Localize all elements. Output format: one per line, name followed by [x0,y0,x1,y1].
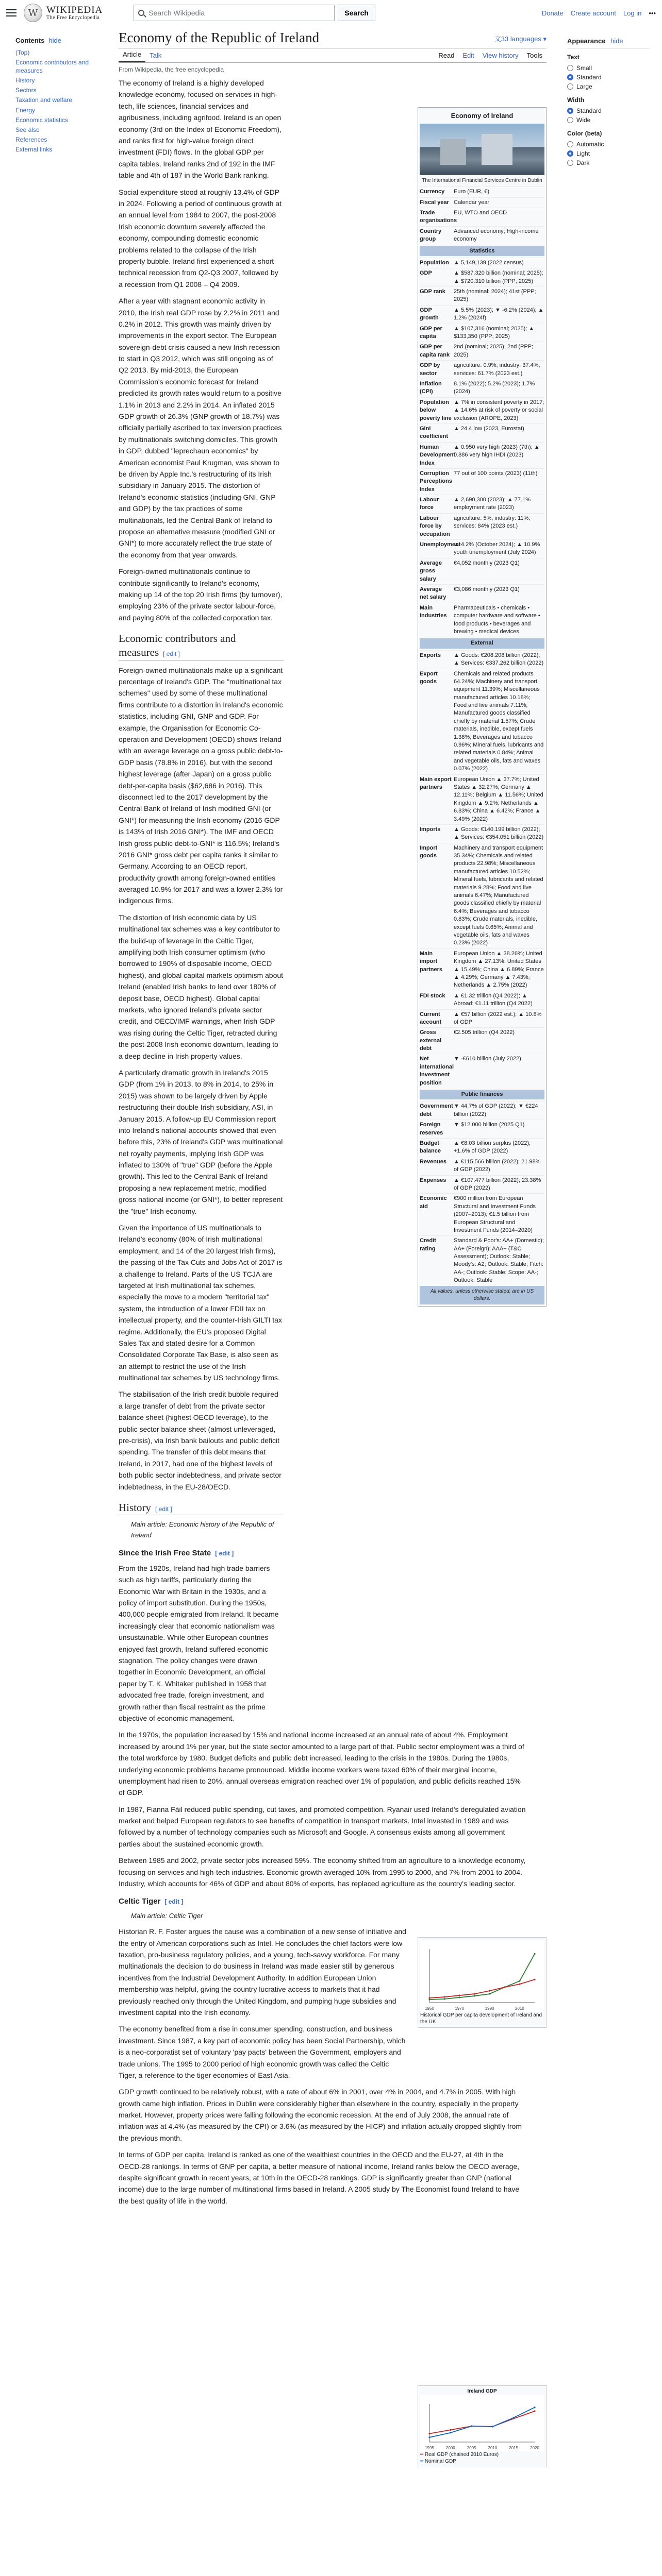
radio-icon [567,141,573,147]
infobox-row [420,558,544,584]
x-tick-label: 2010 [515,2006,524,2011]
search-icon [138,10,144,16]
section-paragraph: GDP growth continued to be relatively robust, with a rate of about 6% in 2001, over 4% in 2004, and 4.7% in 2005. With high growth came high inflation. Prices in Dublin were considerably higher than elsewhere in the country, especially in the property market. However, property prices were falling following the economic recession. At the end of July 2008, the annual rate of inflation was at 4.4% (as measured by the CPI) or 3.6% (as measured by the HICP) and inflation actually dropped slightly from the previous month. [119,2088,522,2142]
tab-read[interactable]: Read [438,52,455,60]
toc-hide-button[interactable]: hide [48,37,61,44]
data-point [428,2433,430,2434]
infobox-value: ▲ €107.477 billion (2022); 23.38% of GDP (2022) [454,1177,541,1191]
search-button[interactable]: Search [338,5,375,21]
infobox-row [420,1235,544,1285]
section-heading-history: History [ edit ] [119,1501,284,1515]
data-point [513,2417,515,2418]
edit-section-link[interactable]: [ edit ] [163,650,180,658]
infobox-label: Average gross salary [420,560,442,582]
infobox-value: €900 million from European Structural and Investment Funds (2007–2013); €1.5 billion from European Structural and Investment Funds (2014–2020) [454,1195,536,1233]
infobox-title: Economy of Ireland [451,112,514,120]
thumbnail-caption: Historical GDP per capita development of Ireland and the UK [420,2012,542,2025]
infobox-label: Expenses [420,1177,446,1183]
infobox-label: Gini coefficient [420,425,449,440]
page-title: Economy of the Republic of Ireland 文33 languages ▾ [119,29,547,48]
infobox-row [420,268,544,286]
infobox-value: agriculture: 5%; industry: 11%; services: 84% (2023 est.) [454,515,531,530]
ireland-gdp-thumbnail[interactable] [418,2385,547,2467]
appearance-hide-button[interactable]: hide [610,37,623,45]
infobox-row [420,397,544,423]
infobox-row [420,305,544,324]
infobox-label: Net international investment position [420,1056,454,1086]
tab-edit[interactable]: Edit [462,52,474,60]
infobox-value: ▲ 4.2% (October 2024); ▲ 10.9% youth unemployment (July 2024) [454,541,540,556]
data-point [450,2429,451,2431]
infobox-row [420,774,544,824]
section-paragraph: In 1987, Fianna Fáil reduced public spending, cut taxes, and promoted competition. Ryanair used Ireland's deregulated aviation market and helped European regulators to see benefits of competition in transport markets. Intel invested in 1989 and was followed by a number of technology companies such as Microsoft and Google. A consensus exists among all government parties about the sustained economic growth. [119,1805,526,1848]
infobox-value: ▲ 7% in consistent poverty in 2017; ▲ 14.6% at risk of poverty or social exclusion (AROPE, 2023) [454,399,544,421]
x-tick-label: 1950 [425,2006,434,2011]
data-point [489,1990,490,1992]
section-paragraph: In terms of GDP per capita, Ireland is ranked as one of the wealthiest countries in the OECD and the EU-27, at 4th in the OECD-28 rankings. In terms of GNP per capita, a better measure of national income, Ireland ranks below the OECD average, despite significant growth in recent years, at 10th in the OECD-28 rankings. GDP is significantly greater than GNP (national income) due to the large number of multinational firms based in Ireland. A 2005 study by The Economist found Ireland to have the best quality of life in the world. [119,2150,520,2205]
toc-item[interactable]: Taxation and welfare [15,96,73,104]
data-point [519,1980,520,1982]
top-bar [0,0,662,26]
series-line [429,2411,535,2434]
infobox-label: Gross external debt [420,1029,442,1052]
x-tick-label: 2020 [530,2446,539,2450]
infobox-label: Currency [420,189,445,195]
radio-icon [567,117,573,123]
create-account-link[interactable]: Create account [570,9,616,17]
infobox-label: Imports [420,826,441,833]
x-tick-label: 1995 [425,2446,434,2450]
infobox-value: ▲ €57 billion (2022 est.); ▲ 10.8% of GDP [454,1011,542,1025]
appearance-title: Appearance hide [567,36,650,48]
radio-selected-icon [567,150,573,157]
toc-item[interactable]: History [15,77,35,84]
search-input[interactable] [134,5,335,21]
x-tick-label: 2010 [488,2446,498,2450]
infobox-row [420,1009,544,1028]
intro-paragraph: Foreign-owned multinationals continue to contribute significantly to Ireland's economy, making up 14 of the top 20 Irish firms (by turnover), employing 23% of the private sector labour-force, and paying 80% of the collected corporation tax. [119,567,283,622]
toc-item[interactable]: Economic contributors and measures [15,58,89,74]
page-tabs [119,48,547,63]
infobox-label: Revenues [420,1158,446,1165]
infobox-value: Chemicals and related products 64.24%; Machinery and transport equipment 11.39%; Miscellaneous manufactured articles 10.18%; Food and live animals 7.11%; Manufactured goods classified chiefly by material 1.57%; Crude materials, inedible, except fuels 1.38%; Beverages and tobacco 0.96%; Mineral fuels, lubricants and related materials 0.84%; Animal and vegetable oils, fats and waxes 0.07% (2022) [454,670,544,772]
infobox [418,107,547,1307]
infobox-section-heading: Public finances [420,1090,544,1099]
infobox-label: Credit rating [420,1238,436,1252]
x-tick-label: 1970 [455,2006,465,2011]
infobox-value: ▲ €1.32 trillion (Q4 2022); ▲ Abroad: €1.11 trillion (Q4 2022) [454,992,533,1007]
data-point [459,1994,460,1996]
infobox-row [420,1193,544,1235]
infobox-row [420,513,544,539]
toc-item[interactable]: Economic statistics [15,116,69,124]
infobox-label: Foreign reserves [420,1122,443,1136]
infobox-label: Government debt [420,1103,453,1117]
infobox-value: ▲ €8.03 billion surplus (2022); +1.6% of GDP (2022) [454,1140,531,1155]
infobox-value: ▲ 24.4 low (2023, Eurostat) [454,425,524,432]
data-point [519,1984,520,1985]
infobox-label: Main export partners [420,776,452,790]
infobox-value: ▲ $587.320 billion (nominal; 2025); ▲ $720.310 billion (PPP; 2025) [454,270,543,284]
infobox-value: European Union ▲ 38.26%; United Kingdom ▲ 27.13%; United States ▲ 15.49%; China ▲ 6.89%; France ▲ 4.29%; Germany ▲ 7.43%; Netherlands ▲ 2.75% (2022) [454,950,544,989]
infobox-value: 77 out of 100 points (2023) (11th) [454,470,538,477]
text-size-small[interactable]: Small [567,63,650,73]
main-article-note[interactable]: Main article: Economic history of the Republic of Ireland [131,1520,274,1539]
infobox-row [420,650,544,669]
infobox-row [420,360,544,379]
infobox-value: 2nd (nominal; 2025); 2nd (PPP; 2025) [454,344,534,358]
infobox-label: Unemployment [420,541,461,548]
width-label: Width [567,96,585,104]
infobox-label: GDP per capita [420,325,442,340]
data-point [444,1998,445,1999]
infobox-label: Corruption Perceptions Index [420,470,452,493]
color-label: Color (beta) [567,129,602,137]
infobox-value: 25th (nominal; 2024); 41st (PPP; 2025) [454,289,536,303]
x-tick-label: 2015 [509,2446,519,2450]
infobox-label: GDP rank [420,289,445,295]
infobox-label: Import goods [420,844,438,859]
data-point [428,1998,430,2000]
infobox-row [420,226,544,245]
text-size-standard[interactable]: Standard [567,73,650,82]
infobox-row [420,423,544,442]
infobox-row [420,584,544,603]
infobox-label: GDP per capita rank [420,344,450,358]
gdp-per-capita-thumbnail[interactable] [418,1937,547,2028]
infobox-label: Human Development Index [420,444,456,466]
radio-selected-icon [567,108,573,114]
infobox-label: Labour force by occupation [420,515,450,537]
data-point [474,1993,475,1994]
section-paragraph: A particularly dramatic growth in Ireland's 2015 GDP (from 1% in 2013, to 8% in 2014, to 25% in 2015) was shown to be largely driven by Apple restructuring their double Irish subsidiary, ASI, in January 2015. A follow-up EU Commission report into Ireland's national accounts showed that even before this, 23% of Ireland's GDP was multinational net royalty payments, implying Irish GDP was inflated to 130% of "true" GDP (before the Apple growth). This led to the Central Bank of Ireland proposing a new replacement metric, modified gross national income (or GNI*), to better represent the "true" Irish economy. [119,1068,283,1215]
edit-section-link[interactable]: [ edit ] [155,1505,172,1513]
infobox-row [420,539,544,558]
infobox-label: GDP [420,270,432,277]
infobox-row [420,991,544,1009]
infobox-label: Export goods [420,670,438,685]
main-article-note[interactable]: Main article: Celtic Tiger [131,1912,203,1920]
chart-axes [429,2404,535,2442]
infobox-label: Exports [420,652,441,658]
width-standard[interactable]: Standard [567,106,650,115]
toc-item[interactable]: See also [15,126,40,134]
section-paragraph: Given the importance of US multinationals to Ireland's economy (80% of Irish multinational employment, and 14 of the 20 largest Irish firms), the passing of the Tax Cuts and Jobs Act of 2017 is a challenge to Ireland. Parts of the US TCJA are targeted at Irish multinational tax schemes, especially the move to a modern "territorial tax" system, the introduction of a lower FDII tax on intellectual property, and the counter-Irish GILTI tax regime. Additionally, the EU's proposed Digital Sales Tax and stated desire for a Common Consolidated Corporate Tax Base, is also seen as an attempt to restrict the use of the Irish multinational tax schemes by US technology firms. [119,1224,283,1382]
color-dark[interactable]: Dark [567,158,650,167]
data-point [534,2406,535,2408]
data-point [450,2432,451,2433]
tab-talk[interactable]: Talk [150,52,162,60]
language-button[interactable]: 文33 languages ▾ [494,35,547,43]
infobox-label: Population [420,259,449,266]
data-point [534,2410,535,2412]
infobox-value: €4,052 monthly (2023 Q1) [454,560,520,566]
infobox-label: Trade organisations [420,209,457,224]
infobox-row [420,824,544,843]
infobox-label: Budget balance [420,1140,441,1155]
appearance-panel [567,36,650,167]
data-point [534,1953,535,1955]
infobox-label: Economic aid [420,1195,447,1210]
toc-item[interactable]: (Top) [15,48,30,56]
infobox-row [420,442,544,468]
tools-menu[interactable]: Tools [526,52,542,60]
edit-section-link[interactable]: [ edit ] [164,1898,184,1906]
intro-paragraph: After a year with stagnant economic activity in 2010, the Irish real GDP rose by 2.2% in 2011 and 0.2% in 2012. This growth was mainly driven by improvements in the export sector. The European sovereign-debt crisis caused a new Irish recession to start in Q3 2012, which was still ongoing as of Q2 2013. By mid-2013, the European Commission's economic forecast for Ireland predicted its growth rates would return to a positive 1.1% in 2013 and 2.2% in 2014. An inflated 2015 GDP growth of 26.3% (GNP growth of 18.7%) was officially partially ascribed to tax inversion practices by multinationals switching domiciles. This growth in GDP, dubbed "leprechaun economics" by American economist Paul Krugman, was shown to be driven by Apple Inc.'s restructuring of its Irish subsidiary in January 2015. The distortion of Ireland's economic statistics (including GNI, GNP and GDP) by the tax practices of some multinationals, led the Central Bank of Ireland to propose an alternative measure (modified GNI or GNI*) to more accurately reflect the true state of the economy from that year onwards. [119,297,282,559]
infobox-value: Advanced economy; High-income economy [454,228,539,243]
infobox-row [420,286,544,305]
infobox-value: 8.1% (2022); 5.2% (2023); 1.7% (2024) [454,381,535,395]
infobox-row [420,1175,544,1194]
infobox-value: Standard & Poor's: AA+ (Domestic); AA+ (Foreign); AAA+ (T&C Assessment); Outlook: Stable; Moody's: A2; Outlook: Stable; Fitch: AA-; Outlook: Stable; Scope: AA-; Outlook: Stable [454,1238,544,1284]
infobox-section-heading: Statistics [420,246,544,256]
infobox-value: agriculture: 0.9%; industry: 37.4%; services: 61.7% (2023 est.) [454,362,540,377]
toc-item[interactable]: Sectors [15,87,37,94]
infobox-row [420,1101,544,1120]
infobox-label: Main import partners [420,950,443,973]
infobox-value: €3,086 monthly (2023 Q1) [454,586,520,592]
chart-title: Ireland GDP [467,2388,497,2394]
wordmark[interactable] [46,5,103,21]
infobox-row [420,1157,544,1175]
infobox-row [420,669,544,774]
data-point [428,2436,430,2438]
article [119,26,547,2464]
infobox-row [420,379,544,397]
infobox-value: ▲ €115.566 billion (2022); 21.98% of GDP (2022) [454,1158,541,1173]
infobox-row [420,1138,544,1157]
section-paragraph: The stabilisation of the Irish credit bubble required a large transfer of debt from the private sector balance sheet (highest OECD leverage), to the public sector balance sheet (almost unleveraged, pre-crisis), via Irish bank bailouts and public deficit spending. The transfer of this debt means that Ireland, in 2017, had one of the highest levels of both public sector indebtedness, and private sector indebtedness, in the EU-28/OECD. [119,1390,282,1491]
infobox-value: ▼ 44.7% of GDP (2022); ▼ €224 billion (2022) [454,1103,538,1117]
infobox-label: Labour force [420,497,439,511]
toc-item[interactable]: External links [15,146,53,154]
infobox-value: ▲ 5,149,139 (2022 census) [454,259,524,266]
radio-icon [567,83,573,90]
infobox-value: Machinery and transport equipment 35.34%; Chemicals and related products 22.98%; Miscellaneous manufactured articles 10.52%; Mineral fuels, lubricants and related materials 9.28%; Food and live animals 6.47%; Manufactured goods classified chiefly by material 6.4%; Beverages and tobacco 0.83%; Crude materials, inedible, except fuels 0.65%; Animal and vegetable oils, fats and waxes 0.23% (2022) [454,844,543,946]
section-paragraph: In the 1970s, the population increased by 15% and national income increased at an annual rate of about 4%. Employment increased by around 1% per year, but the state sector amounted to a large part of that. Public sector employment was a third of the total workforce by 1980. Budget deficits and public debt increased, leading to the crisis in the 1980s. During the 1980s, underlying economic problems became pronounced. Middle income workers were taxed 60% of their marginal income, unemployment had risen to 20%, annual overseas emigration reached over 1% of population, and public deficits reached 15% of GDP. [119,1731,524,1797]
infobox-value: ▲ 0.950 very high (2023) (7th); ▲ 0.886 very high IHDI (2023) [454,444,540,459]
login-link[interactable]: Log in [623,9,642,17]
tab-history[interactable]: View history [482,52,519,60]
x-tick-label: 1990 [485,2006,494,2011]
legend-item: ━ Real GDP (chained 2010 Euros) [420,2452,499,2458]
infobox-value: EU, WTO and OECD [454,209,507,216]
data-point [534,1979,535,1980]
infobox-value: ▼ $12.000 billion (2025 Q1) [454,1122,525,1128]
color-automatic[interactable]: Automatic [567,140,650,149]
infobox-label: Inflation (CPI) [420,381,442,395]
data-point [504,1987,505,1988]
infobox-row [420,258,544,268]
radio-icon [567,160,573,166]
wordmark-title: WIKIPEDIA [46,4,103,15]
legend-item: ━ Nominal GDP [420,2459,456,2464]
infobox-row [420,1120,544,1138]
infobox-row [420,948,544,991]
data-point [489,1993,490,1994]
infobox-row [420,1027,544,1054]
ireland-gdp-chart [420,2395,544,2451]
section-paragraph: The economy benefited from a rise in consumer spending, construction, and business investment. Since 1987, a key part of economic policy has been Social Partnership, which is a neo-corporatist set of voluntary 'pay pacts' between the Government, employers and trade unions. The 1995 to 2000 period of high economic growth was called the Celtic Tiger, a reference to the tiger economies of East Asia. [119,2025,406,2079]
infobox-row [420,187,544,197]
tab-article[interactable]: Article [119,50,145,62]
subsection-heading: Celtic Tiger [ edit ] [119,1897,184,1906]
section-paragraph: Foreign-owned multinationals make up a significant percentage of Ireland's GDP. The "multinational tax schemes" used by some of these multinational firms contribute to a distortion in Ireland's economic statistics, including GNI, GNP and GDP. For example, the Organisation for Economic Co-operation and Development (OECD) shows Ireland with an average leverage on a gross public debt-to-GDP basis (78.8% in 2016), but with the second highest leverage (after Japan) on a gross public debt-per-capita basis ($62,686 in 2016). This disconnect led to the 2017 development by the Central Bank of Ireland of Irish modified GNI (or GNI*) for measuring the Irish economy (2016 GDP is 143% of Irish 2016 GNI*). The IMF and OECD Irish gross public debt-to-GNI* is 116.5%; Ireland's 2016 GNI* gross debt per capita ranks it similar to Germany. According to an OECD report, productivity growth among foreign-owned entities averaged 10.9% for 2017 and was a lower 2.3% for indigenous firms. [119,666,283,905]
infobox-label: Population below poverty line [420,399,452,421]
infobox-row [420,603,544,637]
section-paragraph: From the 1920s, Ireland had high trade barriers such as high tariffs, particularly during the Economic War with Britain in the 1930s, and a policy of import substitution. During the 1950s, 400,000 people emigrated from Ireland. It became increasingly clear that economic nationalism was unsustainable. While other European countries enjoyed fast growth, Ireland suffered economic stagnation. The policy changes were drawn together in Economic Development, an official paper by T. K. Whitaker published in 1958 that advocated free trade, foreign investment, and growth rather than fiscal restraint as the prime objective of economic management. [119,1564,279,1722]
donate-link[interactable]: Donate [541,9,564,17]
gdp-per-capita-chart [420,1940,544,2012]
infobox-label: Average net salary [420,586,446,601]
infobox-label: GDP growth [420,307,439,321]
infobox-value: Calendar year [454,199,490,206]
section-heading-contributors: Economic contributors and measures [ edit ] [119,632,284,660]
infobox-value: Pharmaceuticals • chemicals • computer hardware and software • food products • beverages and brewing • medical devices [454,604,540,635]
wordmark-tagline: The Free Encyclopedia [46,14,100,21]
series-line [429,2408,535,2437]
edit-section-link[interactable]: [ edit ] [215,1549,234,1557]
tagline: From Wikipedia, the free encyclopedia [119,66,224,74]
infobox-section-heading: External [420,638,544,648]
section-paragraph: Historian R. F. Foster argues the cause was a combination of a new sense of initiative and the entry of American corporations such as Intel. He concludes the chief factors were low taxation, pro-business regulatory policies, and a young, tech-savvy workforce. For many multinationals the decision to do business in Ireland was made easier still by generous incentives from the Industrial Development Authority. In addition European Union membership was helpful, giving the country lucrative access to markets that it had previously reached only through the United Kingdom, and pumping huge subsidies and investment capital into the Irish economy. [119,1927,406,2016]
infobox-note: All values, unless otherwise stated, are in US dollars. [420,1286,544,1304]
width-wide[interactable]: Wide [567,115,650,125]
section-paragraph: The distortion of Irish economic data by US multinational tax schemes was a key contributor to the build-up of leverage in the Celtic Tiger, amplifying both Irish consumer optimism (who borrowed to 190% of disposable income, OECD highest), and global capital markets optimism about Ireland (enabled Irish banks to lend over 180% of deposit base, OECD highest). Global capital markets, who ignored Ireland's private sector credit, and OECD/IMF warnings, when Irish GDP was rising during the Celtic Tiger, retracted during the post-2008 Irish economic downturn, leading to a deep decline in Irish property values. [119,913,284,1060]
table-of-contents [15,36,108,156]
radio-icon [567,65,573,71]
infobox-label: Fiscal year [420,199,449,206]
infobox-value: ▼ -€610 billion (July 2022) [454,1056,521,1062]
x-tick-label: 2005 [467,2446,476,2450]
data-point [459,1996,460,1998]
infobox-value: ▲ Goods: €208.208 billion (2022); ▲ Services: €337.262 billion (2022) [454,652,544,667]
infobox-value: ▲ Goods: €140.199 billion (2022); ▲ Services: €354.051 billion (2022) [454,826,544,841]
toc-item[interactable]: Energy [15,106,36,114]
toc-title: Contents hide [15,37,61,44]
infobox-label: Main industries [420,604,447,619]
ifsc-photo[interactable] [420,124,544,175]
intro-paragraph: Social expenditure stood at roughly 13.4% of GDP in 2024. Following a period of continuous growth at an annual level from 1984 to 2007, the post-2008 Irish economic downturn severely affected the economy, compounding domestic economic problems related to the collapse of the Irish property bubble. Ireland first experienced a short technical recession from Q2-Q3 2007, followed by a recession from Q1 2008 – Q4 2009. [119,188,282,289]
search-placeholder: Search Wikipedia [148,9,205,17]
infobox-row [420,1054,544,1088]
data-point [492,2426,493,2427]
x-tick-label: 2000 [445,2446,455,2450]
data-point [474,1995,475,1996]
infobox-value: €2.505 trillion (Q4 2022) [454,1029,515,1036]
infobox-label: Country group [420,228,442,243]
infobox-value: ▲ 2,690,300 (2023); ▲ 77.1% employment rate (2023) [454,497,531,511]
user-links [542,9,656,17]
infobox-label: FDI stock [420,992,445,999]
infobox-value: ▲ $107,316 (nominal; 2025); ▲ $133,350 (PPP; 2025) [454,325,535,340]
intro-paragraph: The economy of Ireland is a highly developed knowledge economy, focused on services in high-tech, life sciences, financial services and agribusiness, including agrifood. Ireland is an open economy (3rd on the Index of Economic Freedom), and ranks first for high-value foreign direct investment (FDI) flows. In the global GDP per capita tables, Ireland ranks 2nd of 192 in the IMF table and 4th of 187 in the World Bank ranking. [119,79,282,180]
text-size-large[interactable]: Large [567,82,650,91]
infobox-label: GDP by sector [420,362,440,377]
infobox-label: Current account [420,1011,442,1025]
section-paragraph: Between 1985 and 2002, private sector jobs increased 59%. The economy shifted from an agriculture to a knowledge economy, focusing on services and high-tech industries. Economic growth averaged 10% from 1995 to 2000, and 7% from 2001 to 2004. Industry, which accounts for 46% of GDP and about 80% of exports, has replaced agriculture as the country's leading sector. [119,1856,526,1888]
data-point [428,1997,430,1998]
intro-column [119,77,284,1724]
wikipedia-logo[interactable]: W [24,4,42,22]
infobox-row [420,495,544,513]
infobox-value: ▲ 5.5% (2023); ▼ -6.2% (2024); ▲ 1.2% (2024f) [454,307,544,321]
infobox-row [420,468,544,495]
menu-icon[interactable] [6,9,16,16]
infobox-caption: The International Financial Services Centre in Dublin [422,178,542,184]
infobox-row [420,208,544,226]
infobox-row [420,342,544,360]
subsection-heading: Since the Irish Free State [ edit ] [119,1548,234,1557]
toc-item[interactable]: References [15,136,47,144]
infobox-row [420,324,544,342]
more-icon[interactable]: ••• [649,9,656,17]
infobox-row [420,843,544,948]
color-light[interactable]: Light [567,149,650,158]
text-size-label: Text [567,53,580,61]
infobox-value: Euro (EUR, €) [454,189,490,195]
infobox-value: European Union ▲ 37.7%; United States ▲ 32.27%; Germany ▲ 12.11%; Belgium ▲ 11.56%; United Kingdom ▲ 9.2%; Netherlands ▲ 6.83%; China ▲ 6.42%; France ▲ 3.49% (2022) [454,776,543,822]
data-point [444,1996,445,1997]
infobox-row [420,197,544,208]
radio-selected-icon [567,74,573,80]
data-point [471,2425,472,2427]
